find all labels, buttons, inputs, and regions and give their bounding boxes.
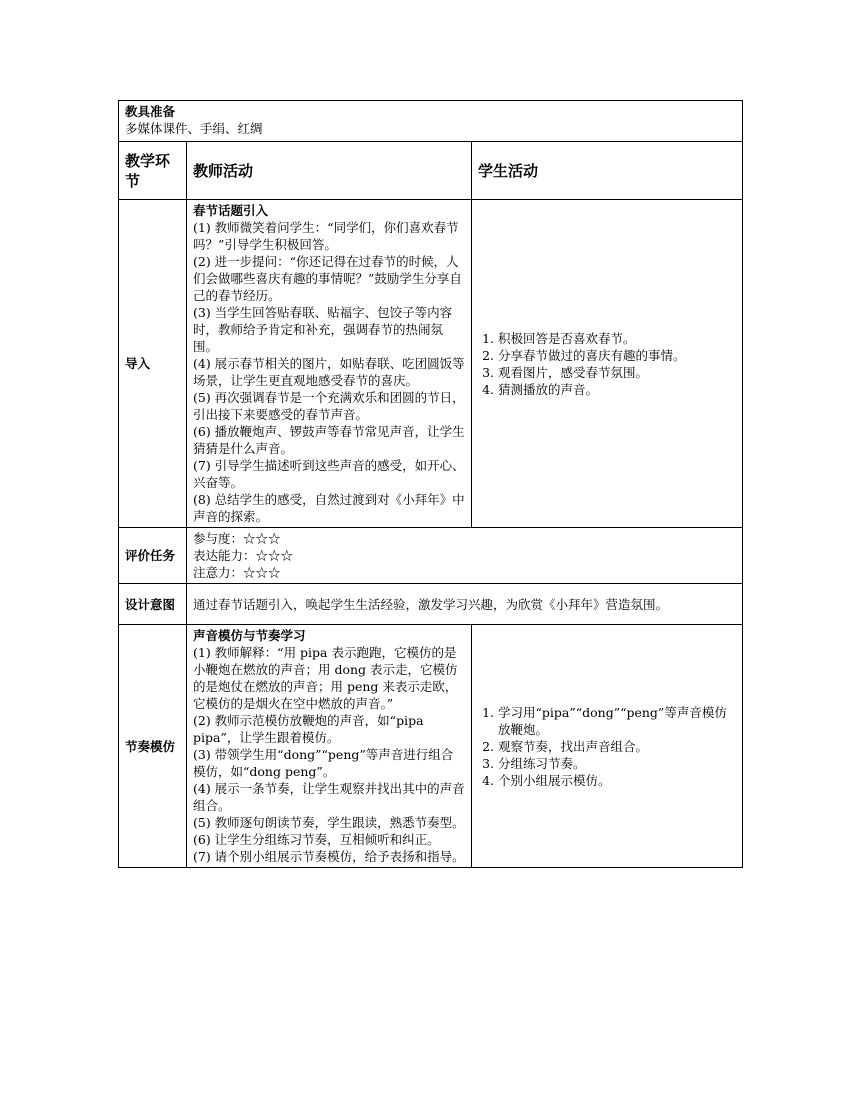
- rhythm-teacher-step: (1) 教师解释：“用 pipa 表示跑跑，它模仿的是小鞭炮在燃放的声音；用 dong 表示走，它模仿的是炮仗在燃放的声音；用 peng 来表示走欧，它模仿的是烟火在空中燃放的声音。”: [193, 645, 458, 711]
- prep-content: 多媒体课件、手绢、红绸: [125, 121, 263, 136]
- prep-row: [119, 101, 743, 142]
- evaluation-row: [119, 528, 743, 584]
- evaluation-item: 参与度：☆☆☆: [193, 531, 281, 546]
- header-stage: 教学环节: [119, 142, 187, 200]
- rhythm-student-cell: [472, 625, 743, 868]
- intro-student-item: 4. 猜测播放的声音。: [498, 381, 736, 398]
- evaluation-cell: [187, 528, 743, 584]
- intro-teacher-step: (6) 播放鞭炮声、锣鼓声等春节常见声音，让学生猜猜是什么声音。: [193, 424, 465, 456]
- intro-teacher-step: (2) 进一步提问：“你还记得在过春节的时候，人们会做哪些喜庆有趣的事情呢？”鼓励学生分享自己的春节经历。: [193, 254, 462, 303]
- rhythm-teacher-step: (3) 带领学生用“dong”“peng”等声音进行组合模仿，如“dong peng”。: [193, 747, 454, 779]
- intro-label: 导入: [119, 200, 187, 528]
- header-teacher: 教师活动: [187, 142, 472, 200]
- design-content: 通过春节话题引入，唤起学生生活经验，激发学习兴趣，为欣赏《小拜年》营造氛围。: [187, 584, 743, 625]
- intro-title: 春节话题引入: [193, 203, 269, 218]
- evaluation-item: 表达能力：☆☆☆: [193, 548, 294, 563]
- header-student: 学生活动: [472, 142, 743, 200]
- intro-teacher-step: (7) 引导学生描述听到这些声音的感受，如开心、兴奋等。: [193, 458, 465, 490]
- intro-student-list: [478, 330, 736, 398]
- lesson-plan-table: [118, 100, 743, 868]
- rhythm-student-item: 2. 观察节奏，找出声音组合。: [498, 738, 736, 755]
- intro-student-cell: [472, 200, 743, 528]
- rhythm-row: [119, 625, 743, 868]
- rhythm-teacher-step: (6) 让学生分组练习节奏，互相倾听和纠正。: [193, 832, 440, 847]
- header-row: [119, 142, 743, 200]
- rhythm-teacher-step: (5) 教师逐句朗读节奏，学生跟读，熟悉节奏型。: [193, 815, 465, 830]
- rhythm-teacher-step: (7) 请个别小组展示节奏模仿，给予表扬和指导。: [193, 849, 465, 864]
- rhythm-student-item: 1. 学习用“pipa”“dong”“peng”等声音模仿放鞭炮。: [498, 704, 736, 738]
- intro-student-item: 3. 观看图片，感受春节氛围。: [498, 364, 736, 381]
- intro-student-item: 1. 积极回答是否喜欢春节。: [498, 330, 736, 347]
- intro-teacher-step: (5) 再次强调春节是一个充满欢乐和团圆的节日，引出接下来要感受的春节声音。: [193, 390, 465, 422]
- intro-teacher-step: (1) 教师微笑着问学生：“同学们，你们喜欢春节吗？”引导学生积极回答。: [193, 220, 459, 252]
- rhythm-teacher-step: (2) 教师示范模仿放鞭炮的声音，如“pipa pipa”，让学生跟着模仿。: [193, 713, 424, 745]
- rhythm-student-item: 3. 分组练习节奏。: [498, 755, 736, 772]
- rhythm-label: 节奏模仿: [119, 625, 187, 868]
- intro-teacher-step: (8) 总结学生的感受，自然过渡到对《小拜年》中声音的探索。: [193, 492, 465, 524]
- evaluation-label: 评价任务: [119, 528, 187, 584]
- rhythm-student-item: 4. 个别小组展示模仿。: [498, 772, 736, 789]
- intro-student-item: 2. 分享春节做过的喜庆有趣的事情。: [498, 347, 736, 364]
- intro-teacher-step: (4) 展示春节相关的图片，如贴春联、吃团圆饭等场景，让学生更直观地感受春节的喜庆。: [193, 356, 465, 388]
- prep-title: 教具准备: [125, 104, 176, 119]
- rhythm-student-list: [478, 704, 736, 789]
- prep-cell: [119, 101, 743, 142]
- intro-row: [119, 200, 743, 528]
- intro-teacher-cell: [187, 200, 472, 528]
- rhythm-title: 声音模仿与节奏学习: [193, 628, 306, 643]
- intro-teacher-step: (3) 当学生回答贴春联、贴福字、包饺子等内容时，教师给予肯定和补充，强调春节的热闹氛围。: [193, 305, 453, 354]
- rhythm-teacher-cell: [187, 625, 472, 868]
- design-row: [119, 584, 743, 625]
- lesson-plan-page: [118, 100, 742, 868]
- design-label: 设计意图: [119, 584, 187, 625]
- evaluation-item: 注意力：☆☆☆: [193, 565, 281, 580]
- rhythm-teacher-step: (4) 展示一条节奏，让学生观察并找出其中的声音组合。: [193, 781, 465, 813]
